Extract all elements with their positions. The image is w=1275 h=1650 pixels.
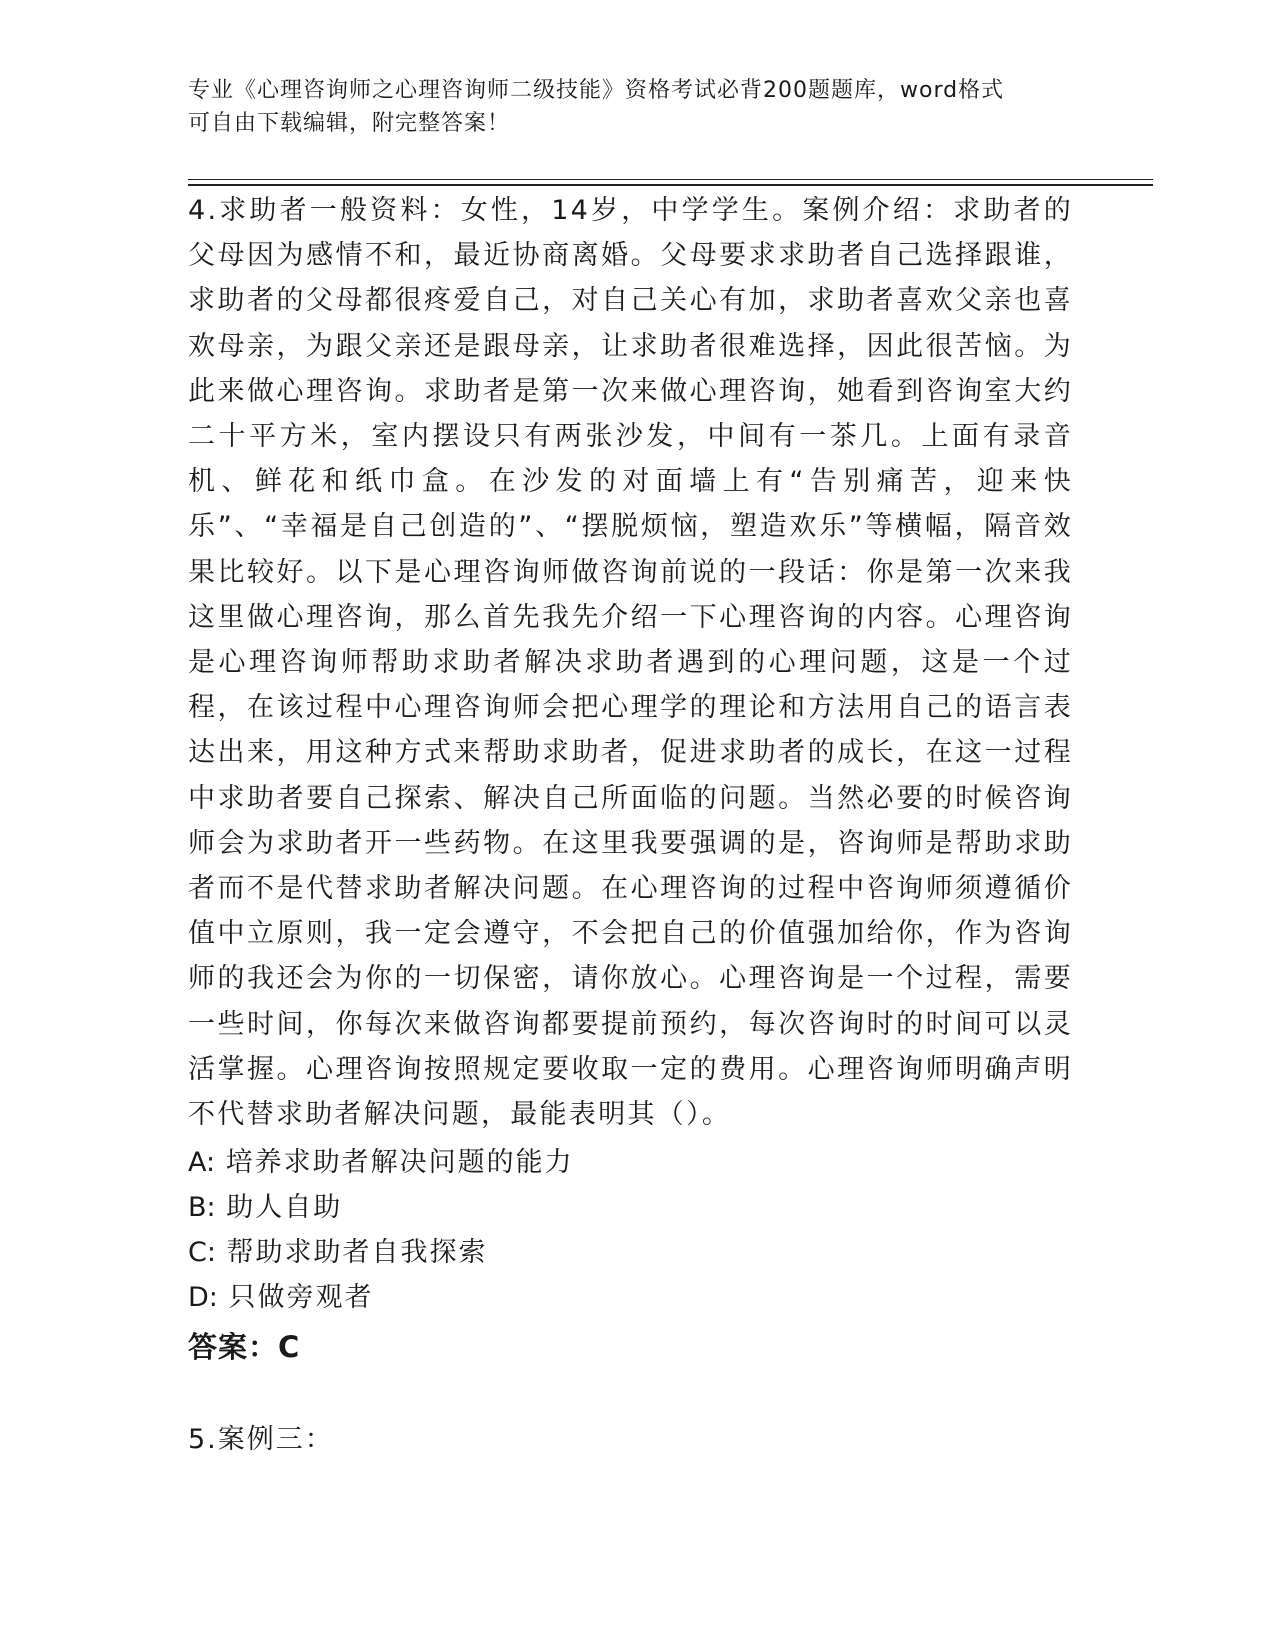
option-key: B: bbox=[188, 1192, 216, 1223]
option-text: 只做旁观者 bbox=[228, 1282, 374, 1313]
question-text: 求助者一般资料：女性，14岁，中学学生。案例介绍：求助者的父母因为感情不和，最近协商离婚。父母要求求助者自己选择跟谁，求助者的父母都很疼爱自己，对自己关心有加，求助者喜欢父亲也喜欢母亲，为跟父亲还是跟母亲，让求助者很难选择，因此很苦恼。为此来做心理咨询。求助者是第一次来做心理咨询，她看到咨询室大约二十平方米，室内摆设只有两张沙发，中间有一茶几。上面有录音机、鲜花和纸巾盒。在沙发的对面墙上有“告别痛苦，迎来快乐”、“幸福是自己创造的”、“摆脱烦恼，塑造欢乐”等横幅，隔音效果比较好。以下是心理咨询师做咨询前说的一段话：你是第一次来我这里做心理咨询，那么首先我先介绍一下心理咨询的内容。心理咨询是心理咨询师帮助求助者解决求助者遇到的心理问题，这是一个过程，在该过程中心理咨询师会把心理学的理论和方法用自己的语言表达出来，用这种方式来帮助求助者，促进求助者的成长，在这一过程中求助者要自己探索、解决自己所面临的问题。当然必要的时候咨询师会为求助者开一些药物。在这里我要强调的是，咨询师是帮助求助者而不是代替求助者解决问题。在心理咨询的过程中咨询师须遵循价值中立原则，我一定会遵守，不会把自己的价值强加给你，作为咨询师的我还会为你的一切保密，请你放心。心理咨询是一个过程，需要一些时间，你每次来做咨询都要提前预约，每次咨询时的时间可以灵活掌握。心理咨询按照规定要收取一定的费用。心理咨询师明确声明不代替求助者解决问题，最能表明其（）。 bbox=[188, 195, 1073, 1131]
option-c bbox=[188, 1230, 1068, 1275]
question-number: 4. bbox=[188, 195, 219, 226]
header-divider-thin bbox=[188, 179, 1153, 180]
option-a bbox=[188, 1140, 1068, 1185]
option-d bbox=[188, 1275, 1068, 1320]
header-divider-thick bbox=[188, 184, 1153, 186]
header-title-line-1: 专业《心理咨询师之心理咨询师二级技能》资格考试必背200题题库，word格式 bbox=[188, 78, 1005, 103]
question-4-stem bbox=[188, 188, 1073, 1137]
option-text: 助人自助 bbox=[226, 1192, 343, 1223]
option-b bbox=[188, 1185, 1068, 1230]
header-title-line-2: 可自由下载编辑，附完整答案！ bbox=[188, 111, 511, 136]
option-key: D: bbox=[188, 1282, 218, 1313]
document-header bbox=[188, 74, 1068, 140]
option-text: 帮助求助者自我探索 bbox=[226, 1237, 488, 1268]
question-text: 案例三： bbox=[217, 1424, 334, 1455]
question-number: 5. bbox=[188, 1424, 218, 1455]
option-key: C: bbox=[188, 1237, 216, 1268]
question-5-heading bbox=[188, 1420, 334, 1460]
option-key: A: bbox=[188, 1147, 216, 1178]
option-text: 培养求助者解决问题的能力 bbox=[225, 1147, 574, 1178]
question-options bbox=[188, 1140, 1068, 1320]
answer-line: 答案：C bbox=[188, 1330, 301, 1364]
